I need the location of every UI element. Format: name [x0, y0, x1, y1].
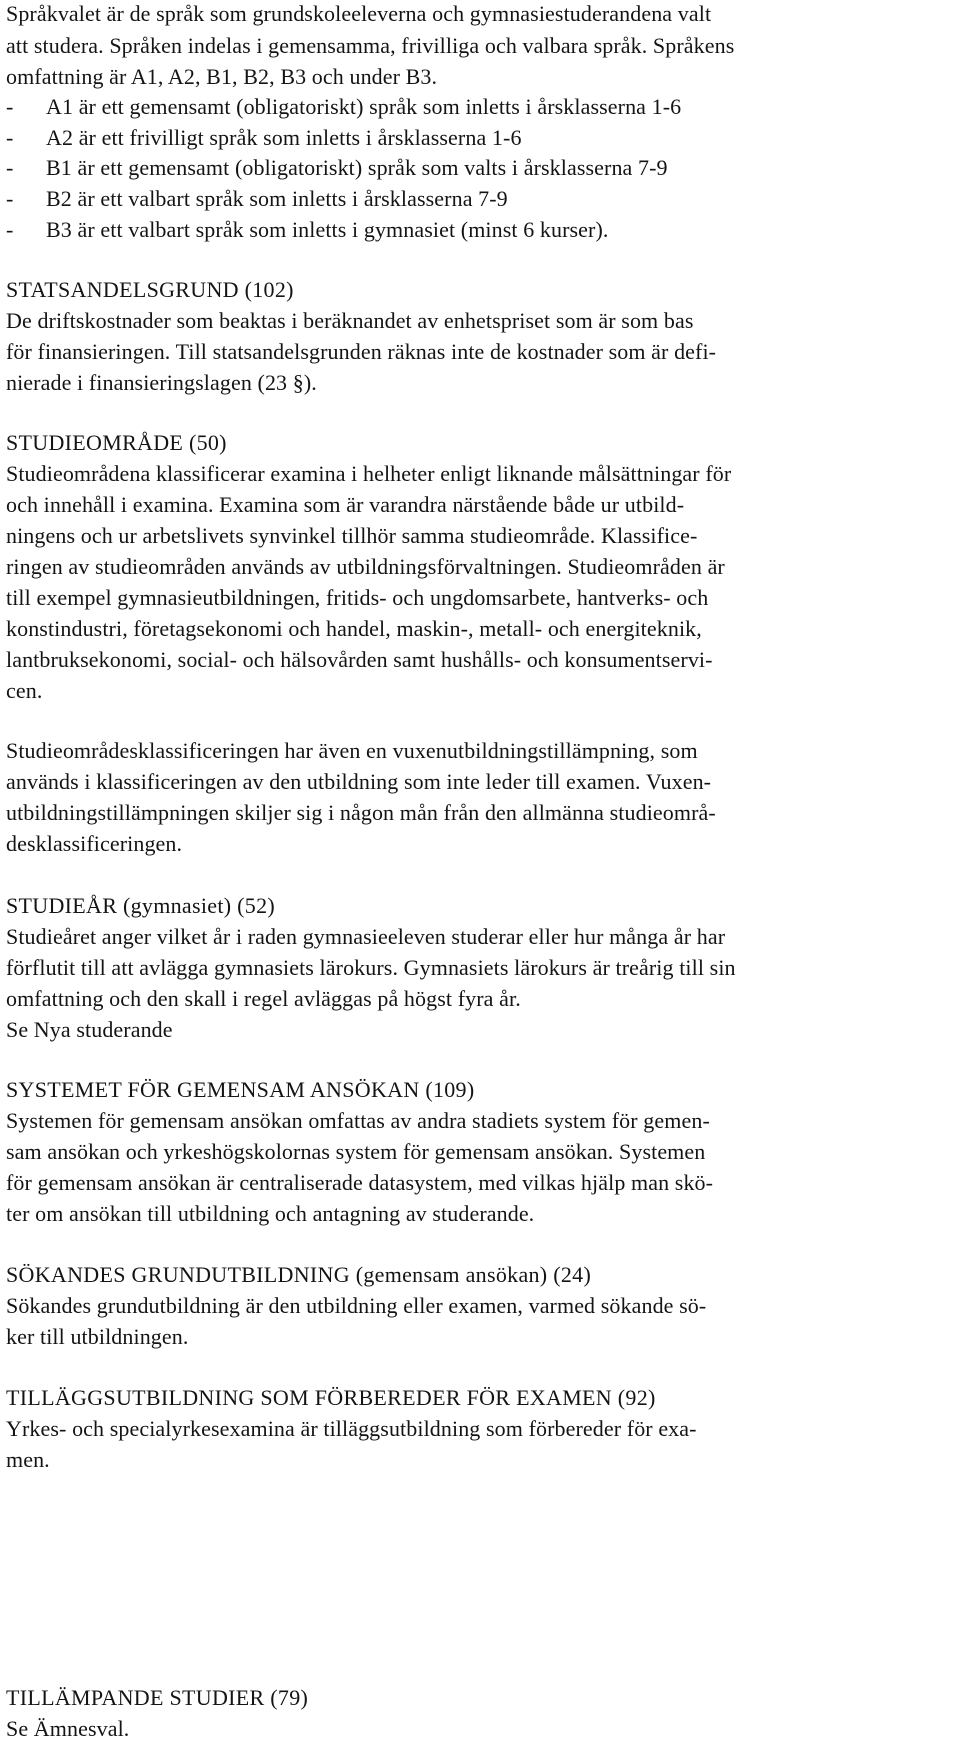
term-heading-sokandes: SÖKANDES GRUNDUTBILDNING (gemensam ansökan) (24)	[6, 1262, 592, 1287]
intro-line: att studera. Språken indelas i gemensamma, frivilliga och valbara språk. Språkens	[6, 33, 735, 58]
body-line: nierade i finansieringslagen (23 §).	[6, 370, 317, 395]
body-line: lantbruksekonomi, social- och hälsovården samt hushålls- och konsumentservi-	[6, 647, 713, 672]
list-item	[6, 126, 522, 150]
body-line: för finansieringen. Till statsandelsgrunden räknas inte de kostnader som är defi-	[6, 339, 717, 364]
body-line: konstindustri, företagsekonomi och handel, maskin-, metall- och energiteknik,	[6, 616, 702, 641]
body-line: ringen av studieområden används av utbildningsförvaltningen. Studieområden är	[6, 554, 725, 579]
list-item-text: A1 är ett gemensamt (obligatoriskt) språk som inletts i årsklasserna 1-6	[46, 94, 682, 119]
body-line: Sökandes grundutbildning är den utbildning eller examen, varmed sökande sö-	[6, 1293, 707, 1318]
body-line: Yrkes- och specialyrkesexamina är tilläggsutbildning som förbereder för exa-	[6, 1416, 697, 1441]
term-heading-studiear: STUDIEÅR (gymnasiet) (52)	[6, 893, 276, 918]
list-item	[6, 218, 609, 242]
term-heading-statsandelsgrund: STATSANDELSGRUND (102)	[6, 277, 294, 302]
term-heading-tillagg: TILLÄGGSUTBILDNING SOM FÖRBEREDER FÖR EXAMEN (92)	[6, 1385, 656, 1410]
body-line: sam ansökan och yrkeshögskolornas system för gemensam ansökan. Systemen	[6, 1139, 706, 1164]
body-line: desklassificeringen.	[6, 831, 183, 856]
list-item-text: B3 är ett valbart språk som inletts i gymnasiet (minst 6 kurser).	[46, 217, 609, 242]
body-line: De driftskostnader som beaktas i beräknandet av enhetspriset som är som bas	[6, 308, 694, 333]
list-dash: -	[6, 186, 14, 211]
body-line: men.	[6, 1447, 50, 1472]
list-item-text: B2 är ett valbart språk som inletts i årsklasserna 7-9	[46, 186, 508, 211]
body-line: Studieåret anger vilket år i raden gymnasieeleven studerar eller hur många år har	[6, 924, 726, 949]
term-heading-studieomrade: STUDIEOMRÅDE (50)	[6, 430, 227, 455]
list-item-text: B1 är ett gemensamt (obligatoriskt) språk som valts i årsklasserna 7-9	[46, 155, 668, 180]
list-dash: -	[6, 217, 14, 242]
body-line: Studieområdesklassificeringen har även en vuxenutbildningstillämpning, som	[6, 738, 698, 763]
term-heading-tillampande: TILLÄMPANDE STUDIER (79)	[6, 1685, 309, 1710]
body-line: förflutit till att avlägga gymnasiets lärokurs. Gymnasiets lärokurs är treårig till sin	[6, 955, 736, 980]
body-line: ter om ansökan till utbildning och antagning av studerande.	[6, 1201, 535, 1226]
body-line: cen.	[6, 678, 43, 703]
intro-line: Språkvalet är de språk som grundskoleeleverna och gymnasiestuderandena valt	[6, 1, 712, 26]
list-dash: -	[6, 155, 14, 180]
list-dash: -	[6, 94, 14, 119]
cross-reference: Se Nya studerande	[6, 1017, 173, 1042]
list-item-text: A2 är ett frivilligt språk som inletts i årsklasserna 1-6	[46, 125, 522, 150]
body-line: och innehåll i examina. Examina som är varandra närstående både ur utbild-	[6, 492, 685, 517]
body-line: för gemensam ansökan är centraliserade datasystem, med vilkas hjälp man skö-	[6, 1170, 714, 1195]
body-line: omfattning och den skall i regel avläggas på högst fyra år.	[6, 986, 521, 1011]
body-line: ker till utbildningen.	[6, 1324, 189, 1349]
body-line: Systemen för gemensam ansökan omfattas av andra stadiets system för gemen-	[6, 1108, 710, 1133]
body-line: ningens och ur arbetslivets synvinkel tillhör samma studieområde. Klassifice-	[6, 523, 698, 548]
cross-reference: Se Ämnesval.	[6, 1716, 130, 1741]
body-line: används i klassificeringen av den utbildning som inte leder till examen. Vuxen-	[6, 769, 712, 794]
body-line: utbildningstillämpningen skiljer sig i någon mån från den allmänna studieområ-	[6, 800, 716, 825]
intro-line: omfattning är A1, A2, B1, B2, B3 och under B3.	[6, 64, 438, 89]
body-line: Studieområdena klassificerar examina i helheter enligt liknande målsättningar för	[6, 461, 732, 486]
body-line: till exempel gymnasieutbildningen, fritids- och ungdomsarbete, hantverks- och	[6, 585, 709, 610]
list-item	[6, 95, 681, 119]
list-item	[6, 187, 508, 211]
list-dash: -	[6, 125, 14, 150]
term-heading-systemet: SYSTEMET FÖR GEMENSAM ANSÖKAN (109)	[6, 1077, 475, 1102]
list-item	[6, 156, 668, 180]
